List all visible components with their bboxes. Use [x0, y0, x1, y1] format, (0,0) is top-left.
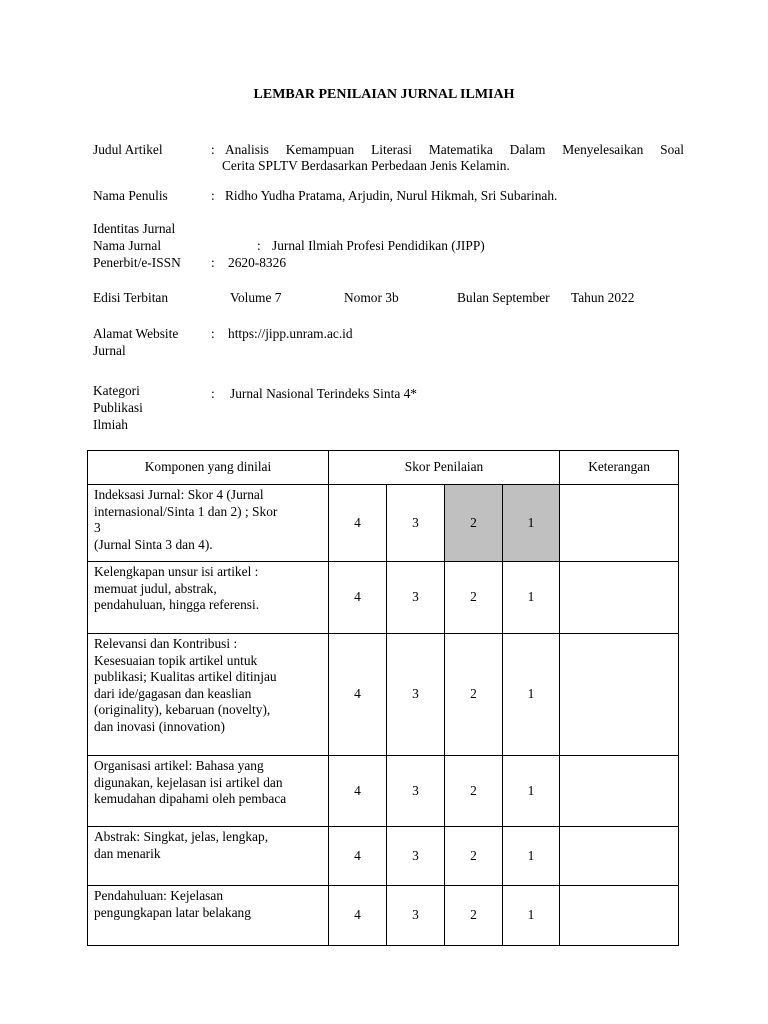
component-cell — [88, 756, 329, 827]
component-text-line: dari ide/gagasan dan keaslian — [94, 685, 252, 701]
nama-jurnal-sep: : — [257, 238, 261, 253]
edisi-label: Edisi Terbitan — [93, 290, 169, 305]
keterangan-cell[interactable] — [560, 485, 679, 562]
edisi-bulan: Bulan September — [457, 290, 550, 305]
component-text-line: kemudahan dipahami oleh pembaca — [94, 791, 287, 806]
score-cell-4[interactable]: 4 — [329, 756, 387, 827]
nama-jurnal-value: Jurnal Ilmiah Profesi Pendidikan (JIPP) — [272, 238, 485, 253]
score-cell-2[interactable]: 2 — [445, 886, 503, 946]
kategori-label-line2: Publikasi — [93, 400, 143, 415]
score-cell-2[interactable]: 2 — [445, 827, 503, 886]
score-cell-4[interactable]: 4 — [329, 562, 387, 634]
score-cell-3[interactable]: 3 — [387, 827, 445, 886]
penulis-label: Nama Penulis — [93, 188, 168, 203]
table-header-row — [88, 451, 679, 485]
penulis-value: Ridho Yudha Pratama, Arjudin, Nurul Hikmah, Sri Subarinah. — [225, 188, 558, 203]
page-title: LEMBAR PENILAIAN JURNAL ILMIAH — [253, 87, 515, 102]
score-cell-3[interactable]: 3 — [387, 886, 445, 946]
penerbit-value: 2620-8326 — [228, 255, 287, 270]
score-cell-3[interactable]: 3 — [387, 562, 445, 634]
header-skor: Skor Penilaian — [329, 451, 560, 485]
component-text-line: publikasi; Kualitas artikel ditinjau — [94, 669, 277, 684]
kategori-label-line3: Ilmiah — [93, 417, 128, 432]
judul-value-line2: Cerita SPLTV Berdasarkan Perbedaan Jenis Kelamin. — [222, 158, 510, 173]
assessment-table — [87, 450, 679, 946]
component-cell — [88, 562, 329, 634]
penerbit-label: Penerbit/e-ISSN — [93, 255, 181, 270]
edisi-nomor: Nomor 3b — [344, 290, 399, 305]
score-cell-4[interactable]: 4 — [329, 634, 387, 756]
identitas-label: Identitas Jurnal — [93, 221, 176, 236]
component-text-line: Relevansi dan Kontribusi : — [94, 636, 238, 651]
score-cell-2[interactable]: 2 — [445, 562, 503, 634]
edisi-tahun: Tahun 2022 — [571, 290, 635, 305]
component-cell — [88, 485, 329, 562]
component-text-line: Kelengkapan unsur isi artikel : — [94, 564, 259, 579]
score-cell-4[interactable]: 4 — [329, 886, 387, 946]
score-cell-4[interactable]: 4 — [329, 485, 387, 562]
component-text-line: Organisasi artikel: Bahasa yang — [94, 758, 264, 773]
component-text-line: (originality), kebaruan (novelty), — [94, 702, 271, 717]
keterangan-cell[interactable] — [560, 886, 679, 946]
score-cell-1[interactable]: 1 — [503, 886, 560, 946]
score-cell-1[interactable]: 1 — [503, 485, 560, 562]
table-row — [88, 485, 679, 562]
component-text-line: dan inovasi (innovation) — [94, 718, 225, 734]
component-text-line: digunakan, kejelasan isi artikel dan — [94, 774, 283, 790]
score-cell-1[interactable]: 1 — [503, 827, 560, 886]
score-cell-3[interactable]: 3 — [387, 634, 445, 756]
judul-sep: : — [211, 142, 215, 157]
header-komponen: Komponen yang dinilai — [88, 451, 329, 485]
table-row — [88, 756, 679, 827]
nama-jurnal-label: Nama Jurnal — [93, 238, 162, 253]
table-row — [88, 827, 679, 886]
component-cell — [88, 827, 329, 886]
score-cell-2[interactable]: 2 — [445, 485, 503, 562]
component-cell — [88, 886, 329, 946]
component-text-line: pengungkapan latar belakang — [94, 904, 251, 920]
score-cell-2[interactable]: 2 — [445, 756, 503, 827]
score-cell-3[interactable]: 3 — [387, 756, 445, 827]
component-text-line: Indeksasi Jurnal: Skor 4 (Jurnal — [94, 487, 264, 502]
score-cell-3[interactable]: 3 — [387, 485, 445, 562]
website-value: https://jipp.unram.ac.id — [228, 326, 353, 341]
website-label-line2: Jurnal — [93, 343, 126, 358]
judul-label: Judul Artikel — [93, 142, 163, 157]
edisi-volume: Volume 7 — [230, 290, 282, 305]
component-text-line: Kesesuaian topik artikel untuk — [94, 652, 258, 668]
component-text-line: memuat judul, abstrak, — [94, 580, 217, 596]
penerbit-sep: : — [211, 255, 215, 270]
keterangan-cell[interactable] — [560, 756, 679, 827]
table-row — [88, 562, 679, 634]
component-cell — [88, 634, 329, 756]
score-cell-1[interactable]: 1 — [503, 634, 560, 756]
score-cell-1[interactable]: 1 — [503, 562, 560, 634]
score-cell-2[interactable]: 2 — [445, 634, 503, 756]
website-label-line1: Alamat Website — [93, 326, 179, 341]
header-keterangan: Keterangan — [560, 451, 679, 485]
component-text-line: 3 — [94, 520, 101, 535]
component-text-line: (Jurnal Sinta 3 dan 4). — [94, 536, 213, 552]
keterangan-cell[interactable] — [560, 562, 679, 634]
score-cell-4[interactable]: 4 — [329, 827, 387, 886]
component-text-line: internasional/Sinta 1 dan 2) ; Skor — [94, 503, 278, 519]
kategori-label-line1: Kategori — [93, 383, 140, 398]
penulis-sep: : — [211, 188, 215, 203]
kategori-sep: : — [211, 386, 215, 401]
judul-value-line1: Analisis Kemampuan Literasi Matematika Dalam Menyelesaikan Soal — [225, 142, 684, 157]
keterangan-cell[interactable] — [560, 827, 679, 886]
website-sep: : — [211, 326, 215, 341]
component-text-line: pendahuluan, hingga referensi. — [94, 597, 260, 612]
table-row — [88, 634, 679, 756]
table-row — [88, 886, 679, 946]
kategori-value: Jurnal Nasional Terindeks Sinta 4* — [230, 386, 417, 401]
score-cell-1[interactable]: 1 — [503, 756, 560, 827]
component-text-line: dan menarik — [94, 845, 161, 861]
component-text-line: Pendahuluan: Kejelasan — [94, 888, 224, 903]
component-text-line: Abstrak: Singkat, jelas, lengkap, — [94, 829, 269, 844]
keterangan-cell[interactable] — [560, 634, 679, 756]
